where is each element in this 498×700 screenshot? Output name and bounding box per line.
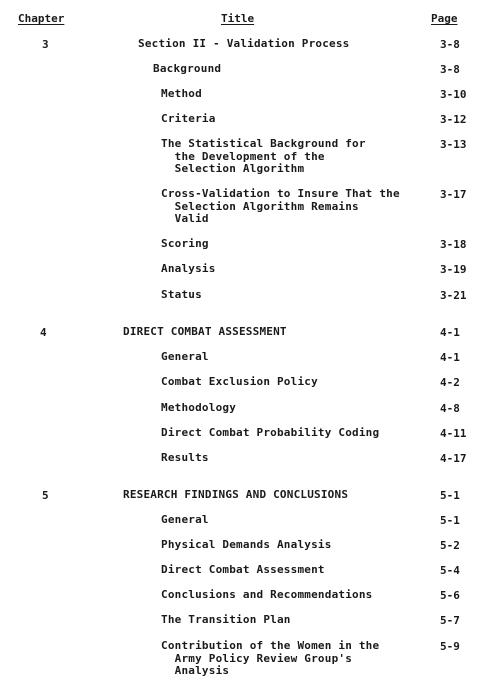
toc-entry-title: Method	[161, 87, 202, 100]
chapter-column-header: Chapter	[18, 12, 65, 25]
toc-entry-page: 4-1	[440, 326, 460, 339]
chapter-number: 4	[40, 326, 47, 339]
toc-entry-title: Criteria	[161, 112, 216, 125]
toc-entry-page: 3-17	[440, 188, 467, 201]
toc-entry-page: 4-1	[440, 351, 460, 364]
toc-entry-title: Cross-Validation to Insure That the Selection Algorithm Remains Valid	[161, 187, 400, 225]
toc-entry-title: Background	[153, 62, 222, 75]
toc-entry-title: General	[161, 350, 209, 363]
toc-entry-title: Physical Demands Analysis	[161, 538, 332, 551]
toc-entry-page: 4-2	[440, 376, 460, 389]
toc-entry-title: The Transition Plan	[161, 613, 291, 626]
toc-entry-title: Analysis	[161, 262, 216, 275]
toc-entry-page: 5-7	[440, 614, 460, 627]
toc-entry-page: 3-18	[440, 238, 467, 251]
toc-entry-title: Section II - Validation Process	[138, 37, 350, 50]
toc-entry-title: RESEARCH FINDINGS AND CONCLUSIONS	[123, 488, 349, 501]
toc-entry-title: General	[161, 513, 209, 526]
toc-entry-page: 3-8	[440, 63, 460, 76]
toc-entry-title: Contribution of the Women in the Army Policy Review Group's Analysis	[161, 639, 380, 677]
toc-entry-page: 5-2	[440, 539, 460, 552]
title-column-header: Title	[221, 12, 255, 25]
toc-entry-page: 5-1	[440, 514, 460, 527]
toc-entry-page: 3-21	[440, 289, 467, 302]
toc-entry-title: The Statistical Background for the Development of the Selection Algorithm	[161, 137, 366, 175]
chapter-number: 3	[42, 38, 49, 51]
toc-entry-page: 3-12	[440, 113, 467, 126]
toc-entry-title: Results	[161, 451, 209, 464]
toc-entry-title: Status	[161, 288, 202, 301]
toc-entry-page: 5-9	[440, 640, 460, 653]
toc-entry-page: 3-13	[440, 138, 467, 151]
toc-entry-title: Conclusions and Recommendations	[161, 588, 373, 601]
toc-entry-title: Direct Combat Probability Coding	[161, 426, 380, 439]
toc-entry-page: 3-19	[440, 263, 467, 276]
toc-entry-page: 4-8	[440, 402, 460, 415]
toc-entry-title: Combat Exclusion Policy	[161, 375, 318, 388]
toc-entry-page: 4-17	[440, 452, 467, 465]
chapter-number: 5	[42, 489, 49, 502]
page-column-header: Page	[431, 12, 458, 25]
toc-entry-title: DIRECT COMBAT ASSESSMENT	[123, 325, 287, 338]
toc-entry-page: 5-1	[440, 489, 460, 502]
toc-entry-title: Methodology	[161, 401, 237, 414]
toc-entry-page: 5-6	[440, 589, 460, 602]
toc-entry-page: 3-10	[440, 88, 467, 101]
toc-entry-page: 3-8	[440, 38, 460, 51]
toc-entry-page: 5-4	[440, 564, 460, 577]
toc-entry-title: Direct Combat Assessment	[161, 563, 325, 576]
toc-entry-page: 4-11	[440, 427, 467, 440]
toc-entry-title: Scoring	[161, 237, 209, 250]
